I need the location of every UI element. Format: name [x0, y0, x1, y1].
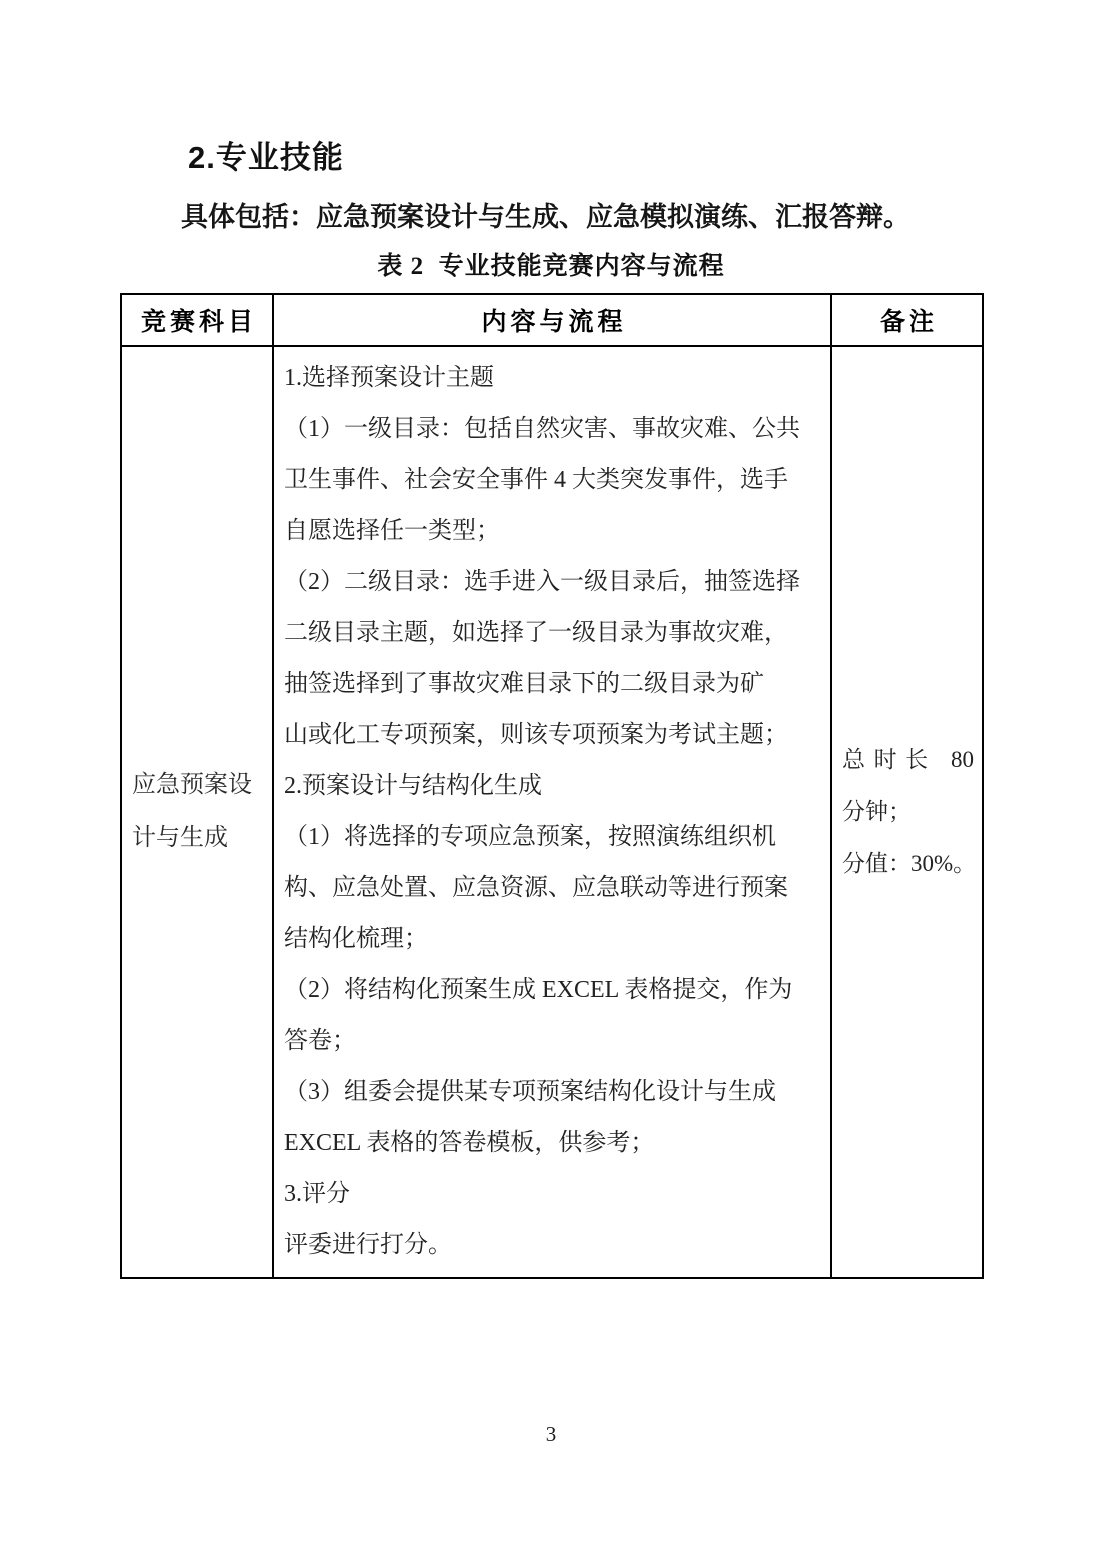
competition-table	[120, 293, 984, 1279]
remark-line: 分值：30%。	[842, 851, 977, 876]
content-line: 山或化工专项预案，则该专项预案为考试主题；	[284, 722, 788, 748]
content-line: （1）一级目录：包括自然灾害、事故灾难、公共	[284, 416, 800, 442]
content-line: 自愿选择任一类型；	[284, 518, 500, 544]
table-header-row	[121, 294, 983, 346]
content-line: （3）组委会提供某专项预案结构化设计与生成	[284, 1079, 776, 1105]
content-cell	[273, 346, 831, 1278]
page-number: 3	[545, 1422, 557, 1446]
content-line: 卫生事件、社会安全事件 4 大类突发事件，选手	[284, 467, 788, 493]
content-line: （2）二级目录：选手进入一级目录后，抽签选择	[284, 569, 800, 595]
content-line: 二级目录主题，如选择了一级目录为事故灾难，	[284, 620, 788, 646]
content-line: （2）将结构化预案生成 EXCEL 表格提交，作为	[284, 977, 793, 1003]
content-line: （1）将选择的专项应急预案，按照演练组织机	[284, 824, 776, 850]
content-line: 1.选择预案设计主题	[284, 365, 494, 391]
table-caption: 表 2 专业技能竞赛内容与流程	[377, 253, 725, 280]
content-line: 3.评分	[284, 1181, 350, 1207]
content-line: 答卷；	[284, 1028, 356, 1054]
subject-cell	[121, 346, 273, 1278]
subject-line: 应急预案设	[132, 772, 252, 798]
content-line: 2.预案设计与结构化生成	[284, 773, 542, 799]
content-text	[274, 347, 830, 1277]
remark-line: 总时长 80	[842, 747, 974, 772]
content-line: 构、应急处置、应急资源、应急联动等进行预案	[284, 875, 788, 901]
subject-line: 计与生成	[132, 825, 228, 851]
remark-text	[832, 734, 982, 890]
intro-paragraph: 具体包括：应急预案设计与生成、应急模拟演练、汇报答辩。	[181, 202, 910, 232]
content-line: EXCEL 表格的答卷模板，供参考；	[284, 1130, 655, 1156]
content-line: 结构化梳理；	[284, 926, 428, 952]
subject-text	[122, 759, 272, 865]
table-row	[121, 346, 983, 1278]
header-content: 内容与流程	[273, 294, 831, 346]
content-line: 抽签选择到了事故灾难目录下的二级目录为矿	[284, 671, 764, 697]
header-subject: 竞赛科目	[121, 294, 273, 346]
header-remark: 备注	[831, 294, 983, 346]
remark-cell	[831, 346, 983, 1278]
content-line: 评委进行打分。	[284, 1232, 452, 1258]
section-heading: 2.专业技能	[188, 140, 344, 175]
remark-line: 分钟；	[842, 799, 911, 824]
